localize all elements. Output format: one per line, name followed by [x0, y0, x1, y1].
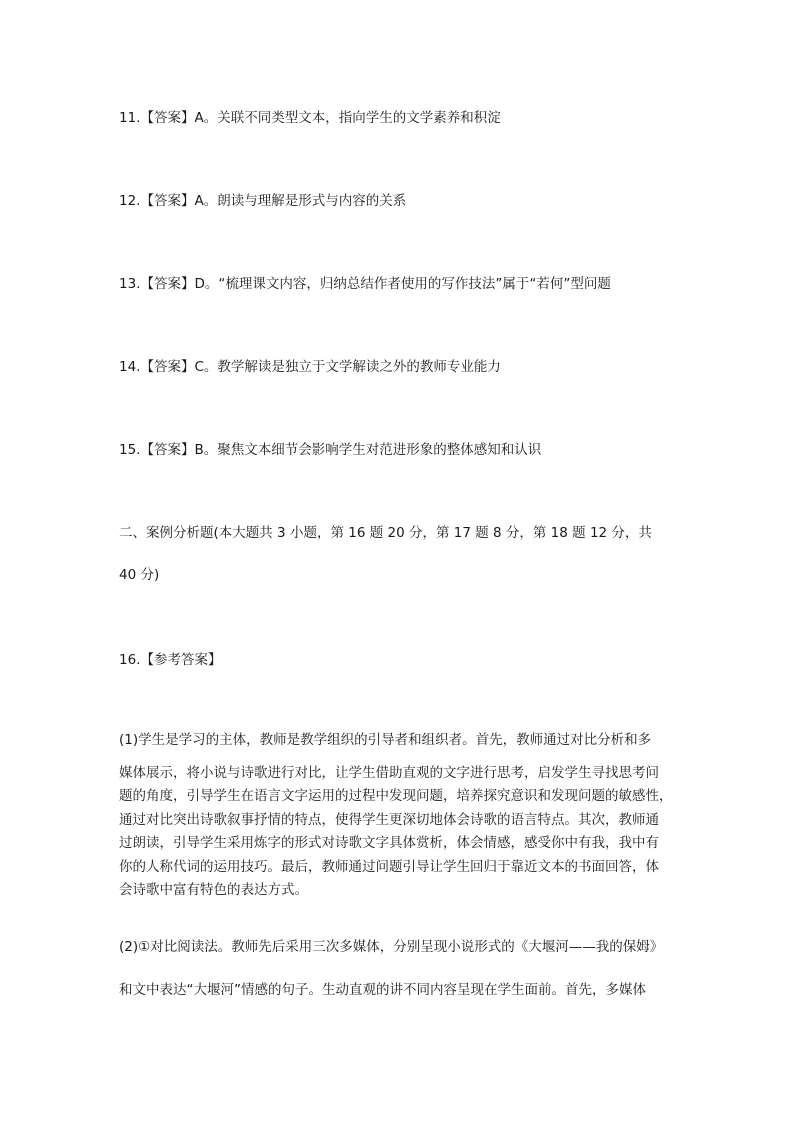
q16-heading: 16.【参考答案】 [119, 652, 222, 668]
paragraph-1-line: 通过对比突出诗歌叙事抒情的特点，使得学生更深切地体会诗歌的语言特点。其次，教师通 [119, 811, 659, 828]
answer-paragraph-1 [119, 729, 677, 903]
answer-13: 13.【答案】D。“梳理课文内容，归纳总结作者使用的写作技法”属于“若何”型问题 [119, 276, 611, 292]
answer-11: 11.【答案】A。关联不同类型文本，指向学生的文学素养和积淀 [119, 110, 501, 126]
paragraph-1-line: 你的人称代词的运用技巧。最后，教师通过问题引导让学生回归于靠近文本的书面回答，体 [119, 858, 659, 875]
section-heading-line1: 二、案例分析题(本大题共 3 小题，第 16 题 20 分，第 17 题 8 分，第 18 题 12 分，共 [119, 525, 652, 541]
paragraph-1-line: 过朗读，引导学生采用炼字的形式对诗歌文字具体赏析，体会情感，感受你中有我，我中有 [119, 835, 659, 851]
paragraph-1-line: 会诗歌中富有特色的表达方式。 [119, 882, 308, 898]
paragraph-1-line: 媒体展示，将小说与诗歌进行对比，让学生借助直观的文字进行思考，启发学生寻找思考问 [119, 764, 659, 781]
paragraph-2-line1: (2)①对比阅读法。教师先后采用三次多媒体，分别呈现小说形式的《大堰河——我的保姆》 [119, 939, 664, 955]
paragraph-2-line2: 和文中表达“大堰河”情感的句子。生动直观的讲不同内容呈现在学生面前。首先，多媒体 [119, 982, 646, 998]
paragraph-1-line: 题的角度，引导学生在语言文字运用的过程中发现问题，培养探究意识和发现问题的敏感性， [119, 788, 673, 804]
answer-15: 15.【答案】B。聚焦文本细节会影响学生对范进形象的整体感知和认识 [119, 442, 542, 458]
paragraph-1-line: (1)学生是学习的主体，教师是教学组织的引导者和组织者。首先，教师通过对比分析和多 [119, 732, 652, 748]
section-heading-line2: 40 分) [119, 567, 160, 583]
answer-14: 14.【答案】C。教学解读是独立于文学解读之外的教师专业能力 [119, 359, 501, 375]
answer-12: 12.【答案】A。朗读与理解是形式与内容的关系 [119, 193, 407, 209]
